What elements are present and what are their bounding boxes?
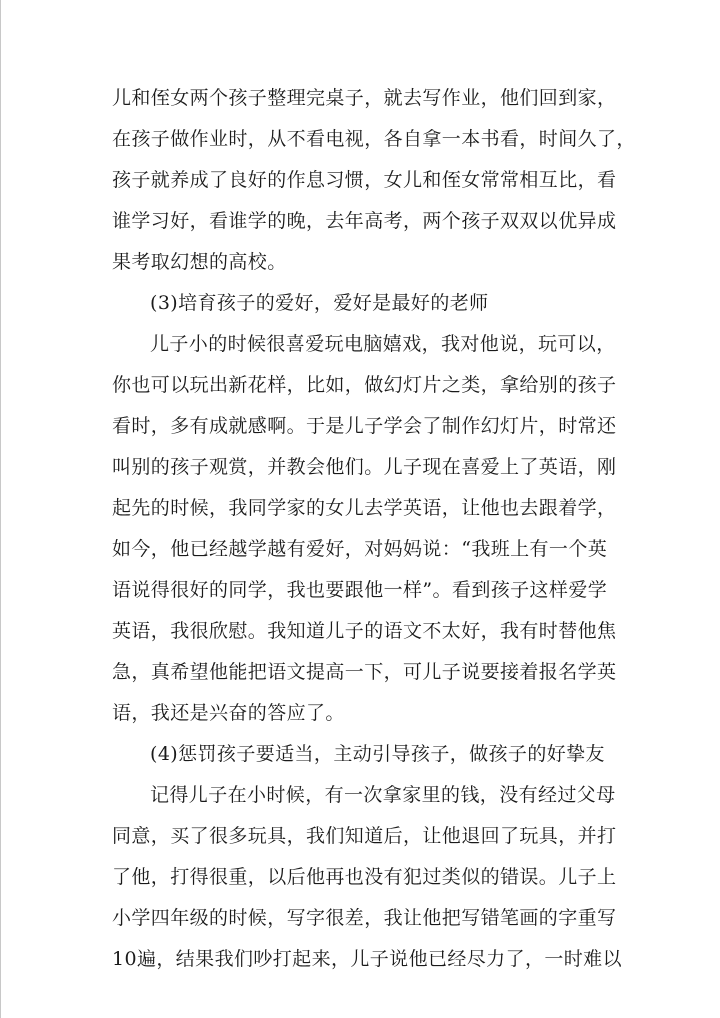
text-line: 了他，打得很重，以后他再也没有犯过类似的错误。儿子上 bbox=[112, 866, 617, 888]
text-line: 谁学习好，看谁学的晚，去年高考，两个孩子双双以优异成 bbox=[112, 210, 617, 232]
text-line: 急，真希望他能把语文提高一下，可儿子说要接着报名学英 bbox=[112, 661, 617, 683]
paragraph-start: 儿子小的时候很喜爱玩电脑嬉戏，我对他说，玩可以， bbox=[150, 333, 616, 355]
text-line: 小学四年级的时候，写字很差，我让他把写错笔画的字重写 bbox=[112, 907, 617, 929]
text-line: 如今，他已经越学越有爱好，对妈妈说：“我班上有一个英 bbox=[112, 538, 608, 560]
text-line: 英语，我很欣慰。我知道儿子的语文不太好，我有时替他焦 bbox=[112, 620, 617, 642]
text-line: 10遍，结果我们吵打起来，儿子说他已经尽力了，一时难以 bbox=[112, 948, 622, 970]
section-heading-3: (3)培育孩子的爱好，爱好是最好的老师 bbox=[150, 292, 489, 314]
text-line: 同意，买了很多玩具，我们知道后，让他退回了玩具，并打 bbox=[112, 825, 617, 847]
text-line: 语说得很好的同学，我也要跟他一样”。看到孩子这样爱学 bbox=[112, 579, 608, 601]
text-line: 起先的时候，我同学家的女儿去学英语，让他也去跟着学， bbox=[112, 497, 617, 519]
text-line: 果考取幻想的高校。 bbox=[112, 251, 287, 273]
paragraph-start: 记得儿子在小时候，有一次拿家里的钱，没有经过父母 bbox=[150, 784, 616, 806]
text-line: 你也可以玩出新花样，比如，做幻灯片之类，拿给别的孩子 bbox=[112, 374, 617, 396]
text-line: 看时，多有成就感啊。于是儿子学会了制作幻灯片，时常还 bbox=[112, 415, 617, 437]
document-body bbox=[112, 78, 636, 980]
section-heading-4: (4)惩罚孩子要适当，主动引导孩子，做孩子的好挚友 bbox=[150, 743, 605, 765]
text-line: 语，我还是兴奋的答应了。 bbox=[112, 702, 345, 724]
text-line: 儿和侄女两个孩子整理完桌子，就去写作业，他们回到家， bbox=[112, 87, 617, 109]
text-line: 孩子就养成了良好的作息习惯，女儿和侄女常常相互比，看 bbox=[112, 169, 617, 191]
text-line: 叫别的孩子观赏，并教会他们。儿子现在喜爱上了英语，刚 bbox=[112, 456, 617, 478]
text-line: 在孩子做作业时，从不看电视，各自拿一本书看，时间久了， bbox=[112, 128, 636, 150]
